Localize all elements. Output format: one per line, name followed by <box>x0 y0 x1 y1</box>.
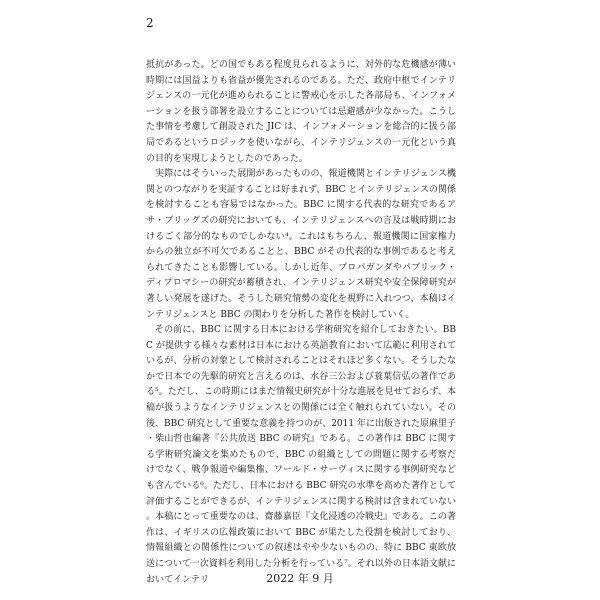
paragraph-3: その前に、BBC に関する日本における学術研究を紹介しておきたい。BBC が提供する様々な素材は日本における英語教育において広範に利用されているが、分析の対象として検討されることはそれほど多くない。そうしたなかで日本での先駆的研究と言えるのは、水谷三公および蓑葉信弘の著作である⁵。ただし、この時期にはまだ情報史研究が十分な進展を見せておらず、本稿が扱うようなインテリジェンスとの関係には全く触れられていない。その後、BBC 研究として重要な意義を持つのが、2011 年に出版された原麻里子・柴山哲也編著『公共放送 BBC の研究』である。この著作は BBC に関する学術研究論文を集めたもので、BBC の組織としての問題に関する考察だけでなく、戦争報道や編集権、ワールド・サーヴィスに関する事例研究なども含んでいる⁶。ただし、日本における BBC 研究の水準を高めた著作として評価することができるが、インテリジェンスに関する検討は含まれていない。本稿にとって重要なのは、齋藤嘉臣『文化浸透の冷戦史』である。この著作は、イギリスの広報政策において BBC が果たした役割を検討しており、情報組織との関係性についての叙述はやや少ないものの、特に BBC 東欧放送について一次資料を利用した分析を行っている⁷。それ以外の日本語文献においてインテリ <box>146 325 456 585</box>
page-number: 2 <box>146 16 154 30</box>
body-text <box>146 58 456 588</box>
paragraph-2: 実際にはそういった展開があったものの、報道機関とインテリジェンス機関とのつながりを実証することは好まれず、BBC とインテリジェンスの関係を検討することも容易ではなかった。BBC に関する代表的な研究であるアサ・ブリッグズの研究においても、インテリジェンスへの言及は戦時期におけるごく部分的なものでしかない⁴。これはもちろん、報道機関に国家権力からの独立が不可欠であることと、BBC がその代表的な事例であると考えられてきたことも影響している。しかし近年、プロパガンダやパブリック・ディプロマシーの研究が蓄積され、インテリジェンス研究や安全保障研究が著しい発展を遂げた。そうした研究情勢の変化を視野に入れつつ、本稿はインテリジェンスと BBC の関わりを分析した著作を検討していく。 <box>146 169 456 320</box>
paragraph-1: 抵抗があった。どの国でもある程度見られるように、対外的な危機感が薄い時期には国益よりも省益が優先されるのである。ただ、政府中枢でインテリジェンスの一元化が進められることに警戒心を示した各部局も、インフォメーションを扱う部署を設立することについては忌避感が少なかった。こうした事情を考慮して創設された JIC は、インフォメーションを総合的に扱う部局であるというロジックを使いながら、インテリジェンスの一元化という真の目的を実現しようとしたのであった。 <box>146 60 456 164</box>
footer-date: 2022 年 9 月 <box>266 572 334 585</box>
